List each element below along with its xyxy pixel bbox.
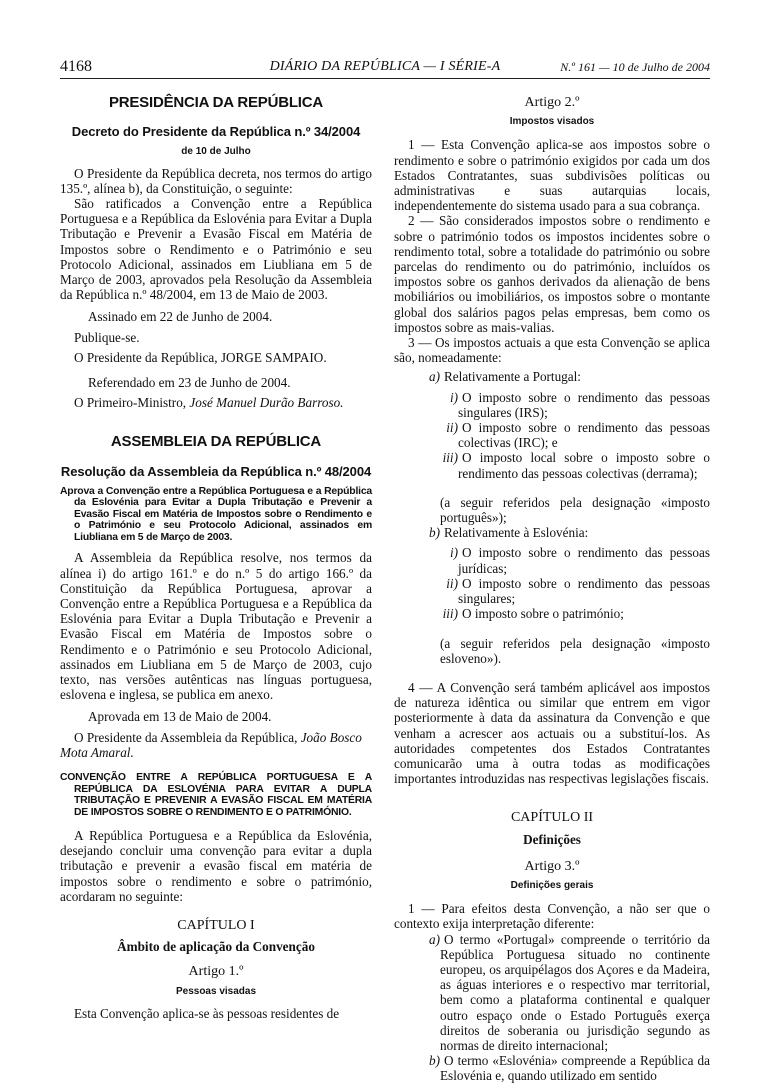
decreto-title: Decreto do Presidente da República n.º 34/2004 [71,124,361,140]
si-tax-item [394,606,710,621]
header-rule [60,78,710,79]
decreto-paragraph-1: O Presidente da República decreta, nos termos do artigo 135.º, alínea b), da Constituição, o seguinte: [60,165,372,196]
article-3-item-b [394,1053,710,1083]
pt-tax-label: iii) [442,450,458,466]
aprovada-line: Aprovada em 13 de Maio de 2004. [88,709,272,725]
convencao-title: CONVENÇÃO ENTRE A REPÚBLICA PORTUGUESA E A REPÚBLICA DA ESLOVÉNIA PARA EVITAR A DUPLA TRIBUTAÇÃO E PREVENIR A EVASÃO FISCAL EM MATÉRIA DE IMPOSTOS SOBRE O RENDIMENTO E O PATRIMÓNIO. [60,772,372,818]
chapter-1-title: Âmbito de aplicação da Convenção [117,939,315,955]
right-column [394,92,710,1084]
pm-signature [60,395,372,410]
article-2-paragraph-3: 3 — Os impostos actuais a que esta Convenção se aplica são, nomeadamente: [394,335,710,366]
pt-tax-text: O imposto sobre o rendimento das pessoas colectivas (IRC); e [458,420,710,451]
presidencia-heading: PRESIDÊNCIA DA REPÚBLICA [108,94,324,111]
decreto-date: de 10 de Julho [181,146,251,158]
presidente-signature [60,350,372,365]
chapter-2-heading: CAPÍTULO II [510,810,594,826]
item-a-label: a) [429,369,440,385]
si-tax-label: i) [449,545,458,561]
article-3-item-b-label: b) [429,1053,440,1069]
item-a-portugal [394,369,710,384]
presidente-ar-label: O Presidente da Assembleia da República, [74,729,298,745]
assinado-line: Assinado em 22 de Junho de 2004. [88,309,273,325]
si-tax-text: O imposto sobre o rendimento das pessoas jurídicas; [458,545,710,576]
item-a-text: Relativamente a Portugal: [444,369,581,385]
resolucao-summary: Aprova a Convenção entre a República Portuguesa e a República da Eslovénia para Evitar a Dupla Tributação e Prevenir a Evasão Fiscal em Matéria de Impostos sobre o Rendimento e o Património e seu Protocolo Adicional, assinados em Liubliana em 5 de Março de 2003. [60,485,372,543]
article-1-title: Pessoas visadas [175,985,257,997]
article-3-heading: Artigo 3.º [524,858,580,874]
chapter-2-title: Definições [523,831,581,847]
portugal-tax-list [394,390,710,481]
pm-name: José Manuel Durão Barroso. [189,395,344,411]
article-3-item-a-label: a) [429,931,440,947]
si-designation-note: (a seguir referidos pela designação «imposto esloveno»). [440,635,710,666]
page-number: 4168 [60,58,92,75]
article-3-paragraph-1: 1 — Para efeitos desta Convenção, a não ser que o contexto exija interpretação diferente: [394,901,710,932]
article-3-item-a [394,932,710,1054]
issue-date: N.º 161 — 10 de Julho de 2004 [560,60,710,74]
si-tax-item [394,545,710,575]
assembleia-heading: ASSEMBLEIA DA REPÚBLICA [110,433,322,451]
article-2-paragraph-4: 4 — A Convenção será também aplicável aos impostos de natureza idêntica ou similar que entrem em vigor posteriormente à data da assinatura da Convenção e que venham a acrescer aos actuais ou a substituí-los. As autoridades competentes dos Estados Contratantes comunicarão uma à outra todas as modificações importantes introduzidas nas respectivas legislações fiscais. [394,679,710,787]
article-3-item-a-text: O termo «Portugal» compreende o território da República Portuguesa situado no continente europeu, os arquipélagos dos Açores e da Madeira, as águas interiores e o respectivo mar territorial, bem como a plataforma continental e qualquer outro espaço onde o Estado Português exerça direitos de soberania ou jurisdição segundo as normas de direito internacional; [440,931,710,1053]
si-tax-item [394,576,710,606]
pt-tax-item [394,450,710,480]
pt-tax-label: ii) [446,420,458,436]
journal-title: DIÁRIO DA REPÚBLICA — I SÉRIE-A [269,59,501,74]
item-b-label: b) [429,525,440,541]
presidente-ar-name: João Bosco Mota Amaral. [60,729,362,760]
pt-tax-text: O imposto sobre o rendimento das pessoas singulares (IRS); [458,389,710,420]
pt-tax-item [394,390,710,420]
article-3-item-b-text: O termo «Eslovénia» compreende a República da Eslovénia e, quando utilizado em sentido [440,1053,710,1084]
chapter-1-heading: CAPÍTULO I [177,918,255,934]
presidente-name: JORGE SAMPAIO. [220,349,327,365]
decreto-paragraph-2: São ratificados a Convenção entre a República Portuguesa e a República da Eslovénia para Evitar a Dupla Tributação e Prevenir a Evasão Fiscal em Matéria de Impostos sobre o Rendimento e o Património e seu Protocolo Adicional, assinados em Liubliana em 5 de Março de 2003, aprovados pela Resolução da Assembleia da República n.º 48/2004, em 13 de Maio de 2003. [60,196,372,303]
presidente-label: O Presidente da República, [74,349,218,365]
article-2-heading: Artigo 2.º [524,95,580,110]
si-tax-label: ii) [446,575,458,591]
left-column [60,92,372,1021]
eslovenia-tax-list [394,545,710,621]
resolucao-paragraph: A Assembleia da República resolve, nos termos da alínea i) do artigo 161.º e do n.º 5 do artigo 166.º da Constituição da República Portuguesa, aprovar a Convenção entre a República Portuguesa e a República da Eslovénia para Evitar a Dupla Tributação e Prevenir a Evasão Fiscal em Matéria de Impostos sobre o Rendimento e o Património e seu Protocolo Adicional, assinados em Liubliana em 5 de Março de 2003, cujo texto, nas versões autênticas nas línguas portuguesa, eslovena e inglesa, se publica em anexo. [60,550,372,703]
article-2-title: Impostos visados [509,116,595,128]
pm-label: O Primeiro-Ministro, [74,395,187,411]
item-b-text: Relativamente à Eslovénia: [444,525,589,541]
referendado-line: Referendado em 23 de Junho de 2004. [88,375,291,391]
article-3-title: Definições gerais [510,879,594,891]
pt-designation-note: (a seguir referidos pela designação «imposto português»); [440,494,710,526]
convencao-intro: A República Portuguesa e a República da Eslovénia, desejando concluir uma convenção para evitar a dupla tributação e prevenir a evasão fiscal em matéria de impostos sobre o rendimento e sobre o património, acordaram no seguinte: [60,828,372,904]
pt-tax-text: O imposto local sobre o imposto sobre o rendimento das pessoas colectivas (derrama); [458,450,710,481]
item-b-eslovenia [394,525,710,540]
running-header [60,58,710,80]
si-tax-text: O imposto sobre o património; [462,606,624,622]
pt-tax-label: i) [449,389,458,405]
article-1-heading: Artigo 1.º [188,964,244,980]
article-1-text: Esta Convenção aplica-se às pessoas residentes de [74,1005,340,1021]
si-tax-label: iii) [442,606,458,622]
article-2-paragraph-1: 1 — Esta Convenção aplica-se aos impostos sobre o rendimento e sobre o património exigidos por cada um dos Estados Contratantes, suas subdivisões políticas ou administrativas e suas autarquias locais, independentemente do sistema usado para a sua cobrança. [394,137,710,214]
article-2-paragraph-2: 2 — São considerados impostos sobre o rendimento e sobre o património todos os impostos incidentes sobre o rendimento total, sobre a totalidade do património ou sobre parcelas do rendimento ou do património, incluídos os impostos sobre os ganhos derivados da alienação de bens mobiliários ou imobiliários, os impostos sobre o montante global dos salários pagos pelas empresas, bem como os impostos sobre as mais-valias. [394,213,710,335]
pt-tax-item [394,420,710,450]
si-tax-text: O imposto sobre o rendimento das pessoas singulares; [458,575,710,607]
resolucao-title: Resolução da Assembleia da República n.º 48/2004 [60,463,372,479]
presidente-ar-signature [60,730,372,760]
publique-line: Publique-se. [74,329,140,345]
